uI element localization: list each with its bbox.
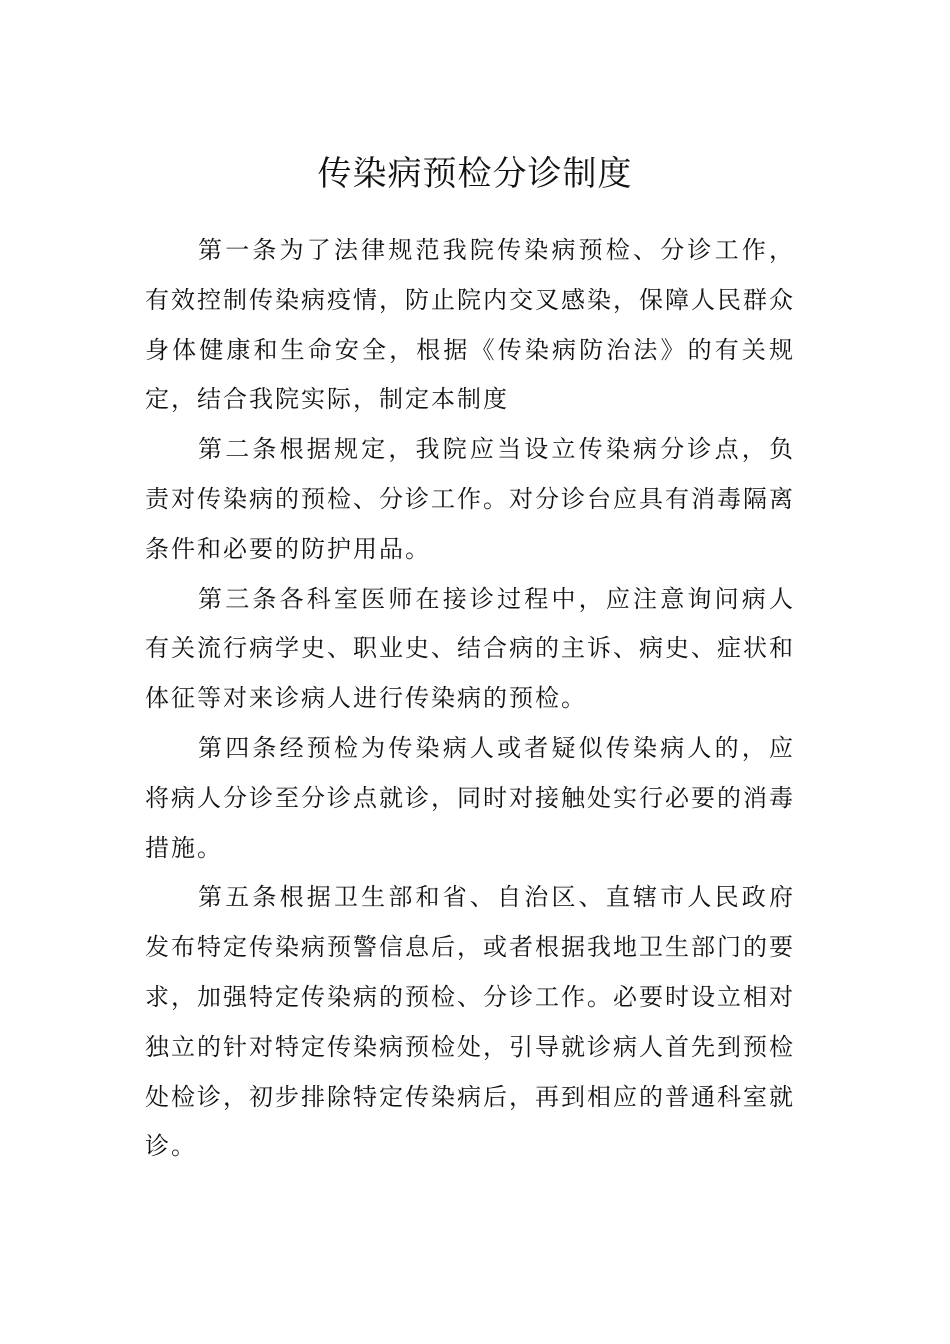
article-3-paragraph: 第三条各科室医师在接诊过程中，应注意询问病人有关流行病学史、职业史、结合病的主诉、病史、症状和体征等对来诊病人进行传染病的预检。: [145, 584, 795, 713]
article-4-paragraph: 第四条经预检为传染病人或者疑似传染病人的，应将病人分诊至分诊点就诊，同时对接触处实行必要的消毒措施。: [145, 733, 795, 862]
document-body: [145, 226, 795, 1172]
article-5-paragraph: 第五条根据卫生部和省、自治区、直辖市人民政府发布特定传染病预警信息后，或者根据我地卫生部门的要求，加强特定传染病的预检、分诊工作。必要时设立相对独立的针对特定传染病预检处，引导就诊病人首先到预检处检诊，初步排除特定传染病后，再到相应的普通科室就诊。: [145, 883, 795, 1161]
article-1-paragraph: 第一条为了法律规范我院传染病预检、分诊工作，有效控制传染病疫情，防止院内交叉感染，保障人民群众身体健康和生命安全，根据《传染病防治法》的有关规定，结合我院实际，制定本制度: [145, 236, 795, 414]
article-2-paragraph: 第二条根据规定，我院应当设立传染病分诊点，负责对传染病的预检、分诊工作。对分诊台应具有消毒隔离条件和必要的防护用品。: [145, 435, 795, 563]
document-title: 传染病预检分诊制度: [317, 154, 633, 194]
